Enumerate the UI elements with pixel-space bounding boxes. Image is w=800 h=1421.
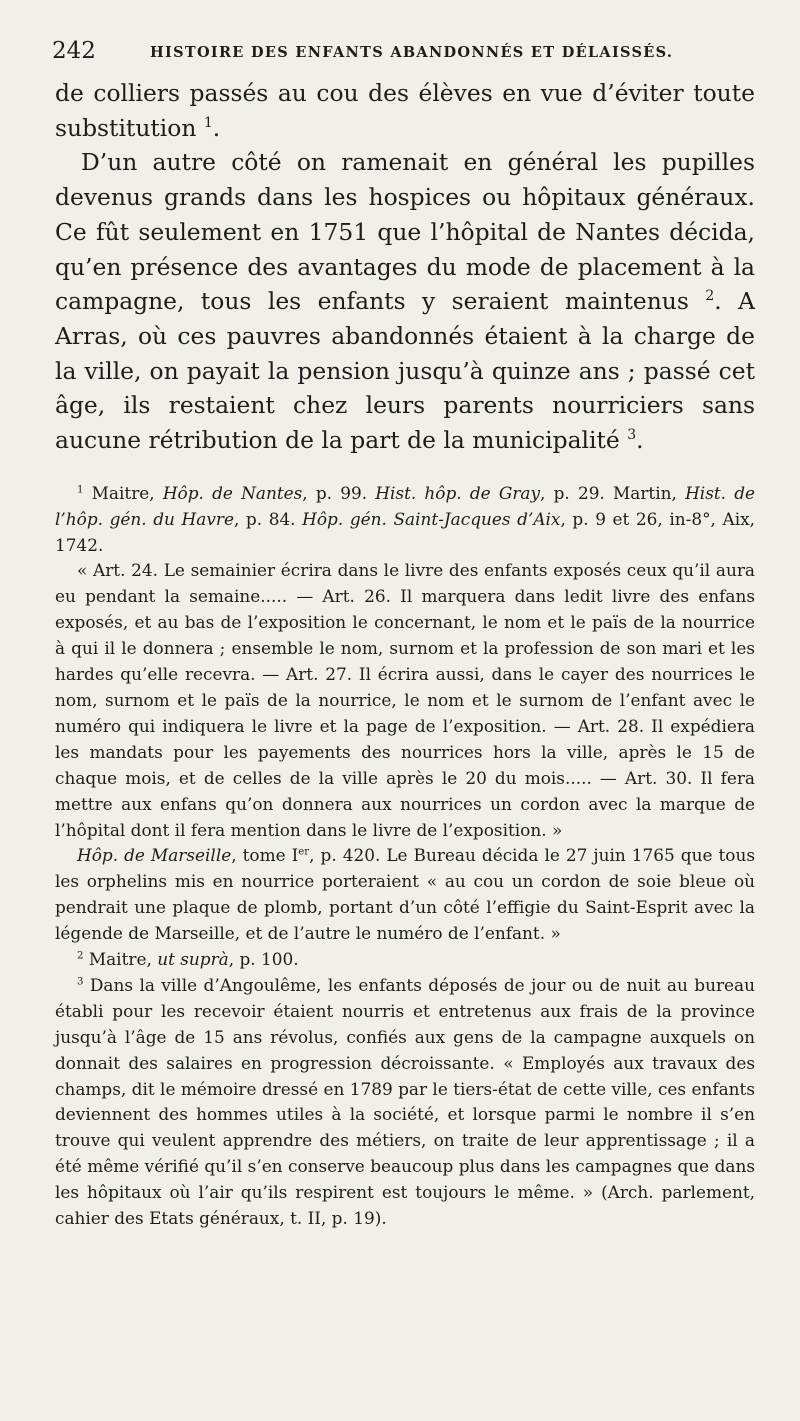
- footnote-1-quote: « Art. 24. Le semainier écrira dans le livre des enfants exposés ceux qu’il aura eu pendant la semaine..... — Art. 26. Il marquera dans ledit livre des enfans exposés, et au bas de l’exposition le concernant, le nom et le païs de la nourrice à qui il le donnera ; ensemble le nom, surnom et la profession de son mari et les hardes qu’elle recevra. — Art. 27. Il écrira aussi, dans le cayer des nourrices le nom, surnom et le païs de la nourrice, le nom et le surnom de l’enfant avec le numéro qui indiquera le livre et la page de l’exposition. — Art. 28. Il expédiera les mandats pour les payements des nourrices hors la ville, après le 15 de chaque mois, et de celles de la ville après le 20 du mois..... — Art. 30. Il fera mettre aux enfans qu’on donnera aux nourrices un cordon avec la marque de l’hôpital dont il fera mention dans le livre de l’exposition. »: [55, 560, 755, 840]
- page-header: [52, 38, 755, 70]
- footnote-2: $^2$ Maitre, ut suprà, p. 100.: [77, 949, 299, 970]
- footnote-1-marseille: Hôp. de Marseille, tome Ier, p. 420. Le Bureau décida le 27 juin 1765 que tous les orphelins mis en nourrice porteraient « au cou un cordon de soie bleue où pendrait une plaque de plomb, portant d’un côté l’effigie du Saint-Esprit avec la légende de Marseille, et de l’autre le numéro de l’enfant. »: [55, 845, 755, 944]
- footnote-ref-3: 3: [627, 427, 637, 444]
- page-number: 242: [52, 38, 96, 64]
- footnote-3: $^3$ Dans la ville d’Angoulême, les enfants déposés de jour ou de nuit au bureau établi pour les recevoir étaient nourris et entretenus aux frais de la province jusqu’à l’âge de 15 ans révolus, confiés aux gens de la campagne auxquels on donnait des salaires en progression décroissante. « Employés aux travaux des champs, dit le mémoire dressé en 1789 par le tiers-état de cette ville, ces enfants deviennent des hommes utiles à la société, et lorsque parmi le nombre il s’en trouve qui veulent apprendre des métiers, on traite de leur apprentissage ; il a été même vérifié qu’il s’en conserve beaucoup plus dans les campagnes que dans les hôpitaux où l’air qu’ils respirent est toujours le même. » (Arch. parlement, cahier des Etats généraux, t. II, p. 19).: [55, 974, 755, 1229]
- footnote-ref-1: 1: [203, 114, 213, 131]
- running-title: HISTOIRE DES ENFANTS ABANDONNÉS ET DÉLAISSÉS.: [150, 44, 674, 61]
- paragraph-1: de colliers passés au cou des élèves en vue d’éviter toute substitution $^1$.: [55, 79, 755, 142]
- book-page: [52, 38, 756, 1232]
- main-text: [55, 76, 755, 458]
- footnote-ref-2: 2: [705, 288, 715, 305]
- footnotes: [55, 481, 755, 1232]
- paragraph-2: D’un autre côté on ramenait en général les pupilles devenus grands dans les hospices ou hôpitaux généraux. Ce fût seulement en 1751 que l’hôpital de Nantes décida, qu’en présence des avantages du mode de placement à la campagne, tous les enfants y seraient maintenus $^2$. A Arras, où ces pauvres abandonnés étaient à la charge de la ville, on payait la pension jusqu’à quinze ans ; passé cet âge, ils restaient chez leurs parents nourriciers sans aucune rétribution de la part de la municipalité $^3$.: [55, 148, 756, 455]
- footnote-1: $^1$ Maitre, Hôp. de Nantes, p. 99. Hist. hôp. de Gray, p. 29. Martin, Hist. de l’hôp. gén. du Havre, p. 84. Hôp. gén. Saint-Jacques d’Aix, p. 9 et 26, in-8°, Aix, 1742.: [55, 482, 756, 555]
